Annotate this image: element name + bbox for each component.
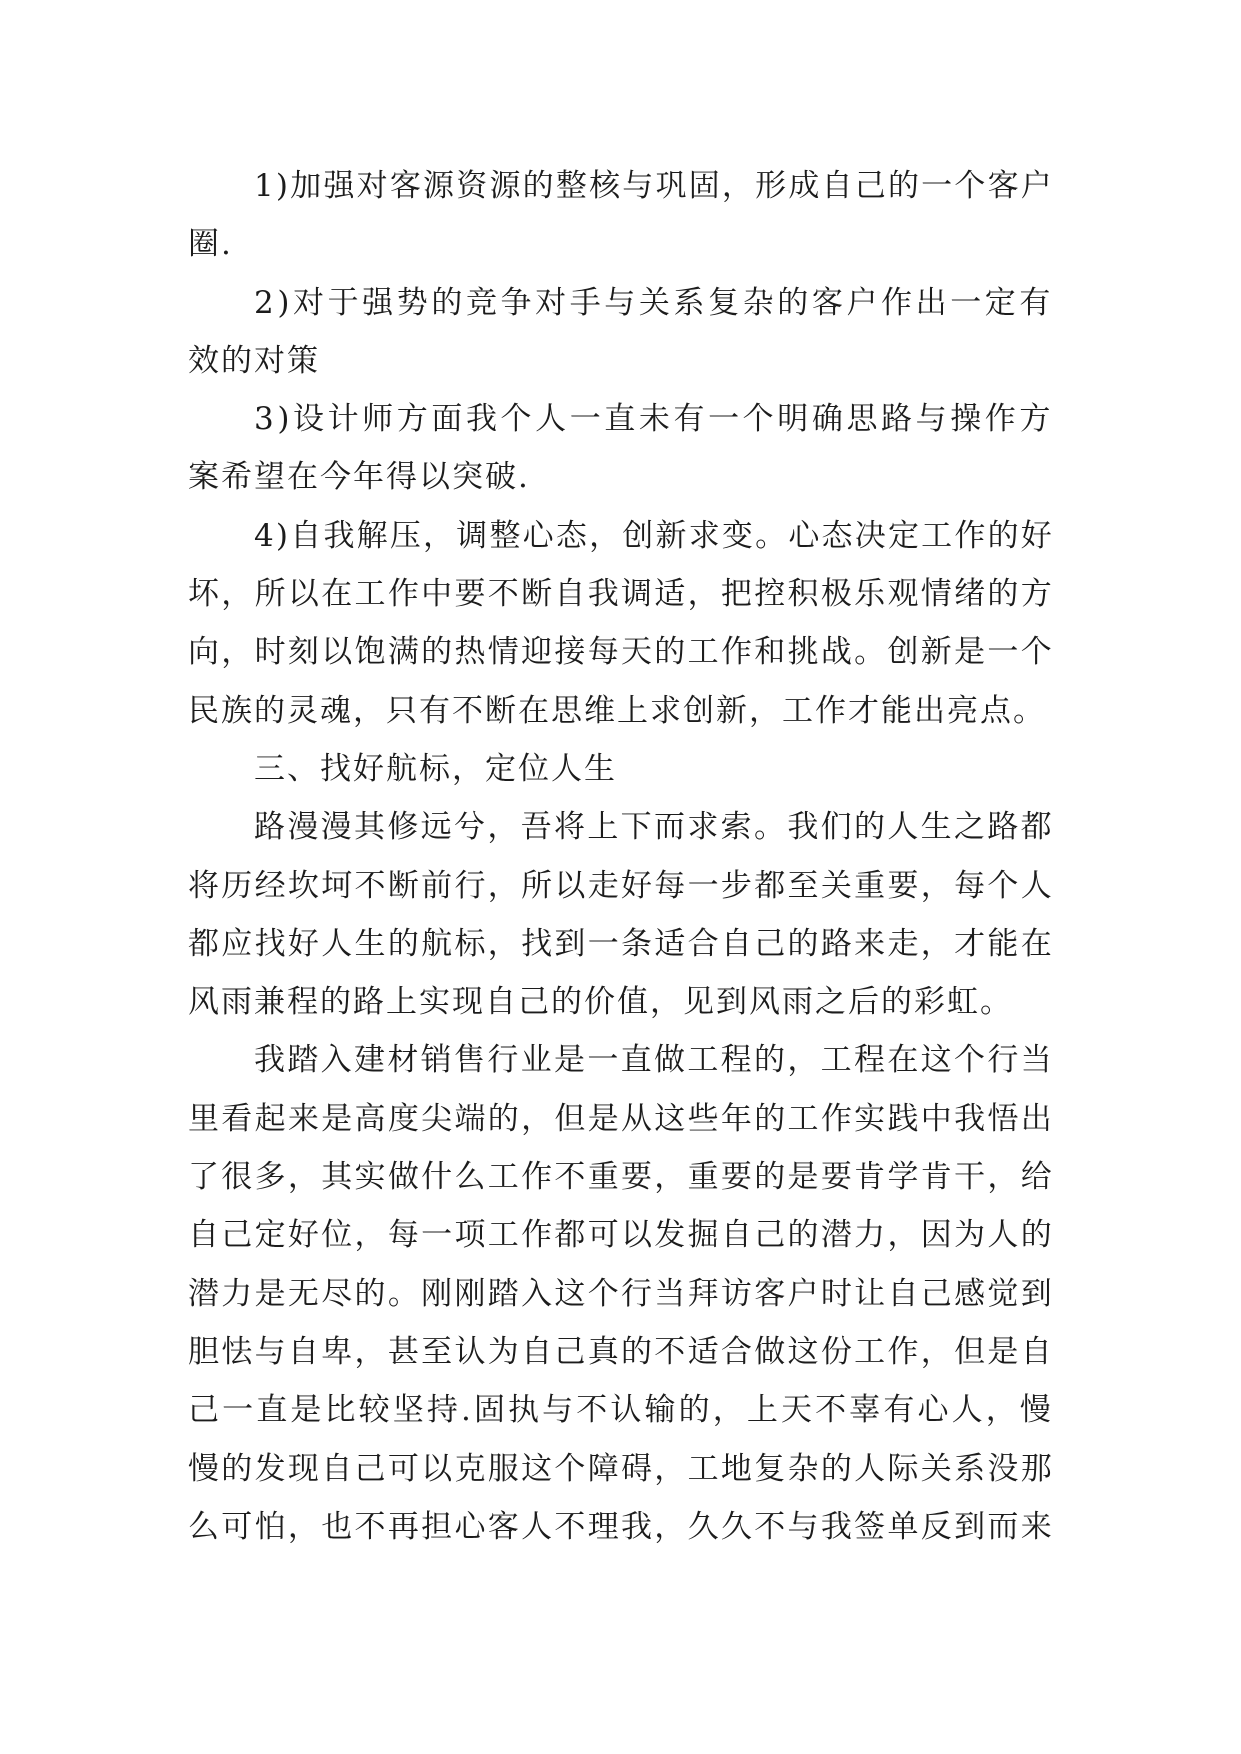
text-line: 么可怕，也不再担心客人不理我，久久不与我签单反到而来 <box>188 1508 1054 1545</box>
paragraph-item-1 <box>188 157 1054 274</box>
text-line: 里看起来是高度尖端的，但是从这些年的工作实践中我悟出 <box>188 1100 1054 1137</box>
text-line: 了很多，其实做什么工作不重要，重要的是要肯学肯干，给 <box>188 1159 1054 1196</box>
paragraph-experience <box>188 1031 1054 1556</box>
text-line: 慢的发现自己可以克服这个障碍，工地复杂的人际关系没那 <box>188 1450 1054 1487</box>
document-body <box>188 157 1054 1556</box>
text-line: 风雨兼程的路上实现自己的价值，见到风雨之后的彩虹。 <box>188 984 1013 1021</box>
text-line: 4)自我解压，调整心态，创新求变。心态决定工作的好 <box>254 517 1054 554</box>
paragraph-life-direction <box>188 798 1054 1031</box>
paragraph-item-3 <box>188 390 1054 507</box>
text-line: 路漫漫其修远兮，吾将上下而求索。我们的人生之路都 <box>254 809 1054 846</box>
text-line: 3)设计师方面我个人一直未有一个明确思路与操作方 <box>254 401 1054 438</box>
text-line: 潜力是无尽的。刚刚踏入这个行当拜访客户时让自己感觉到 <box>188 1275 1054 1312</box>
text-line: 圈. <box>188 226 233 263</box>
section-heading <box>188 740 1054 798</box>
text-line: 案希望在今年得以突破. <box>188 459 530 496</box>
text-line: 胆怯与自卑，甚至认为自己真的不适合做这份工作，但是自 <box>188 1333 1054 1370</box>
text-line: 坏，所以在工作中要不断自我调适，把控积极乐观情绪的方 <box>188 576 1054 613</box>
text-line: 民族的灵魂，只有不断在思维上求创新，工作才能出亮点。 <box>188 692 1046 729</box>
text-line: 2)对于强势的竞争对手与关系复杂的客户作出一定有 <box>254 284 1054 321</box>
text-line: 向，时刻以饱满的热情迎接每天的工作和挑战。创新是一个 <box>188 634 1054 671</box>
text-line: 效的对策 <box>188 342 320 379</box>
text-line: 1)加强对客源资源的整核与巩固，形成自己的一个客户 <box>254 168 1054 204</box>
text-line: 自己定好位，每一项工作都可以发掘自己的潜力，因为人的 <box>188 1217 1054 1254</box>
section-heading-text: 三、找好航标，定位人生 <box>254 750 617 787</box>
paragraph-item-2 <box>188 274 1054 391</box>
text-line: 己一直是比较坚持.固执与不认输的，上天不辜有心人，慢 <box>188 1392 1054 1429</box>
text-line: 将历经坎坷不断前行，所以走好每一步都至关重要，每个人 <box>188 867 1054 904</box>
text-line: 我踏入建材销售行业是一直做工程的，工程在这个行当 <box>254 1042 1054 1079</box>
paragraph-item-4 <box>188 507 1054 740</box>
text-line: 都应找好人生的航标，找到一条适合自己的路来走，才能在 <box>188 925 1054 962</box>
